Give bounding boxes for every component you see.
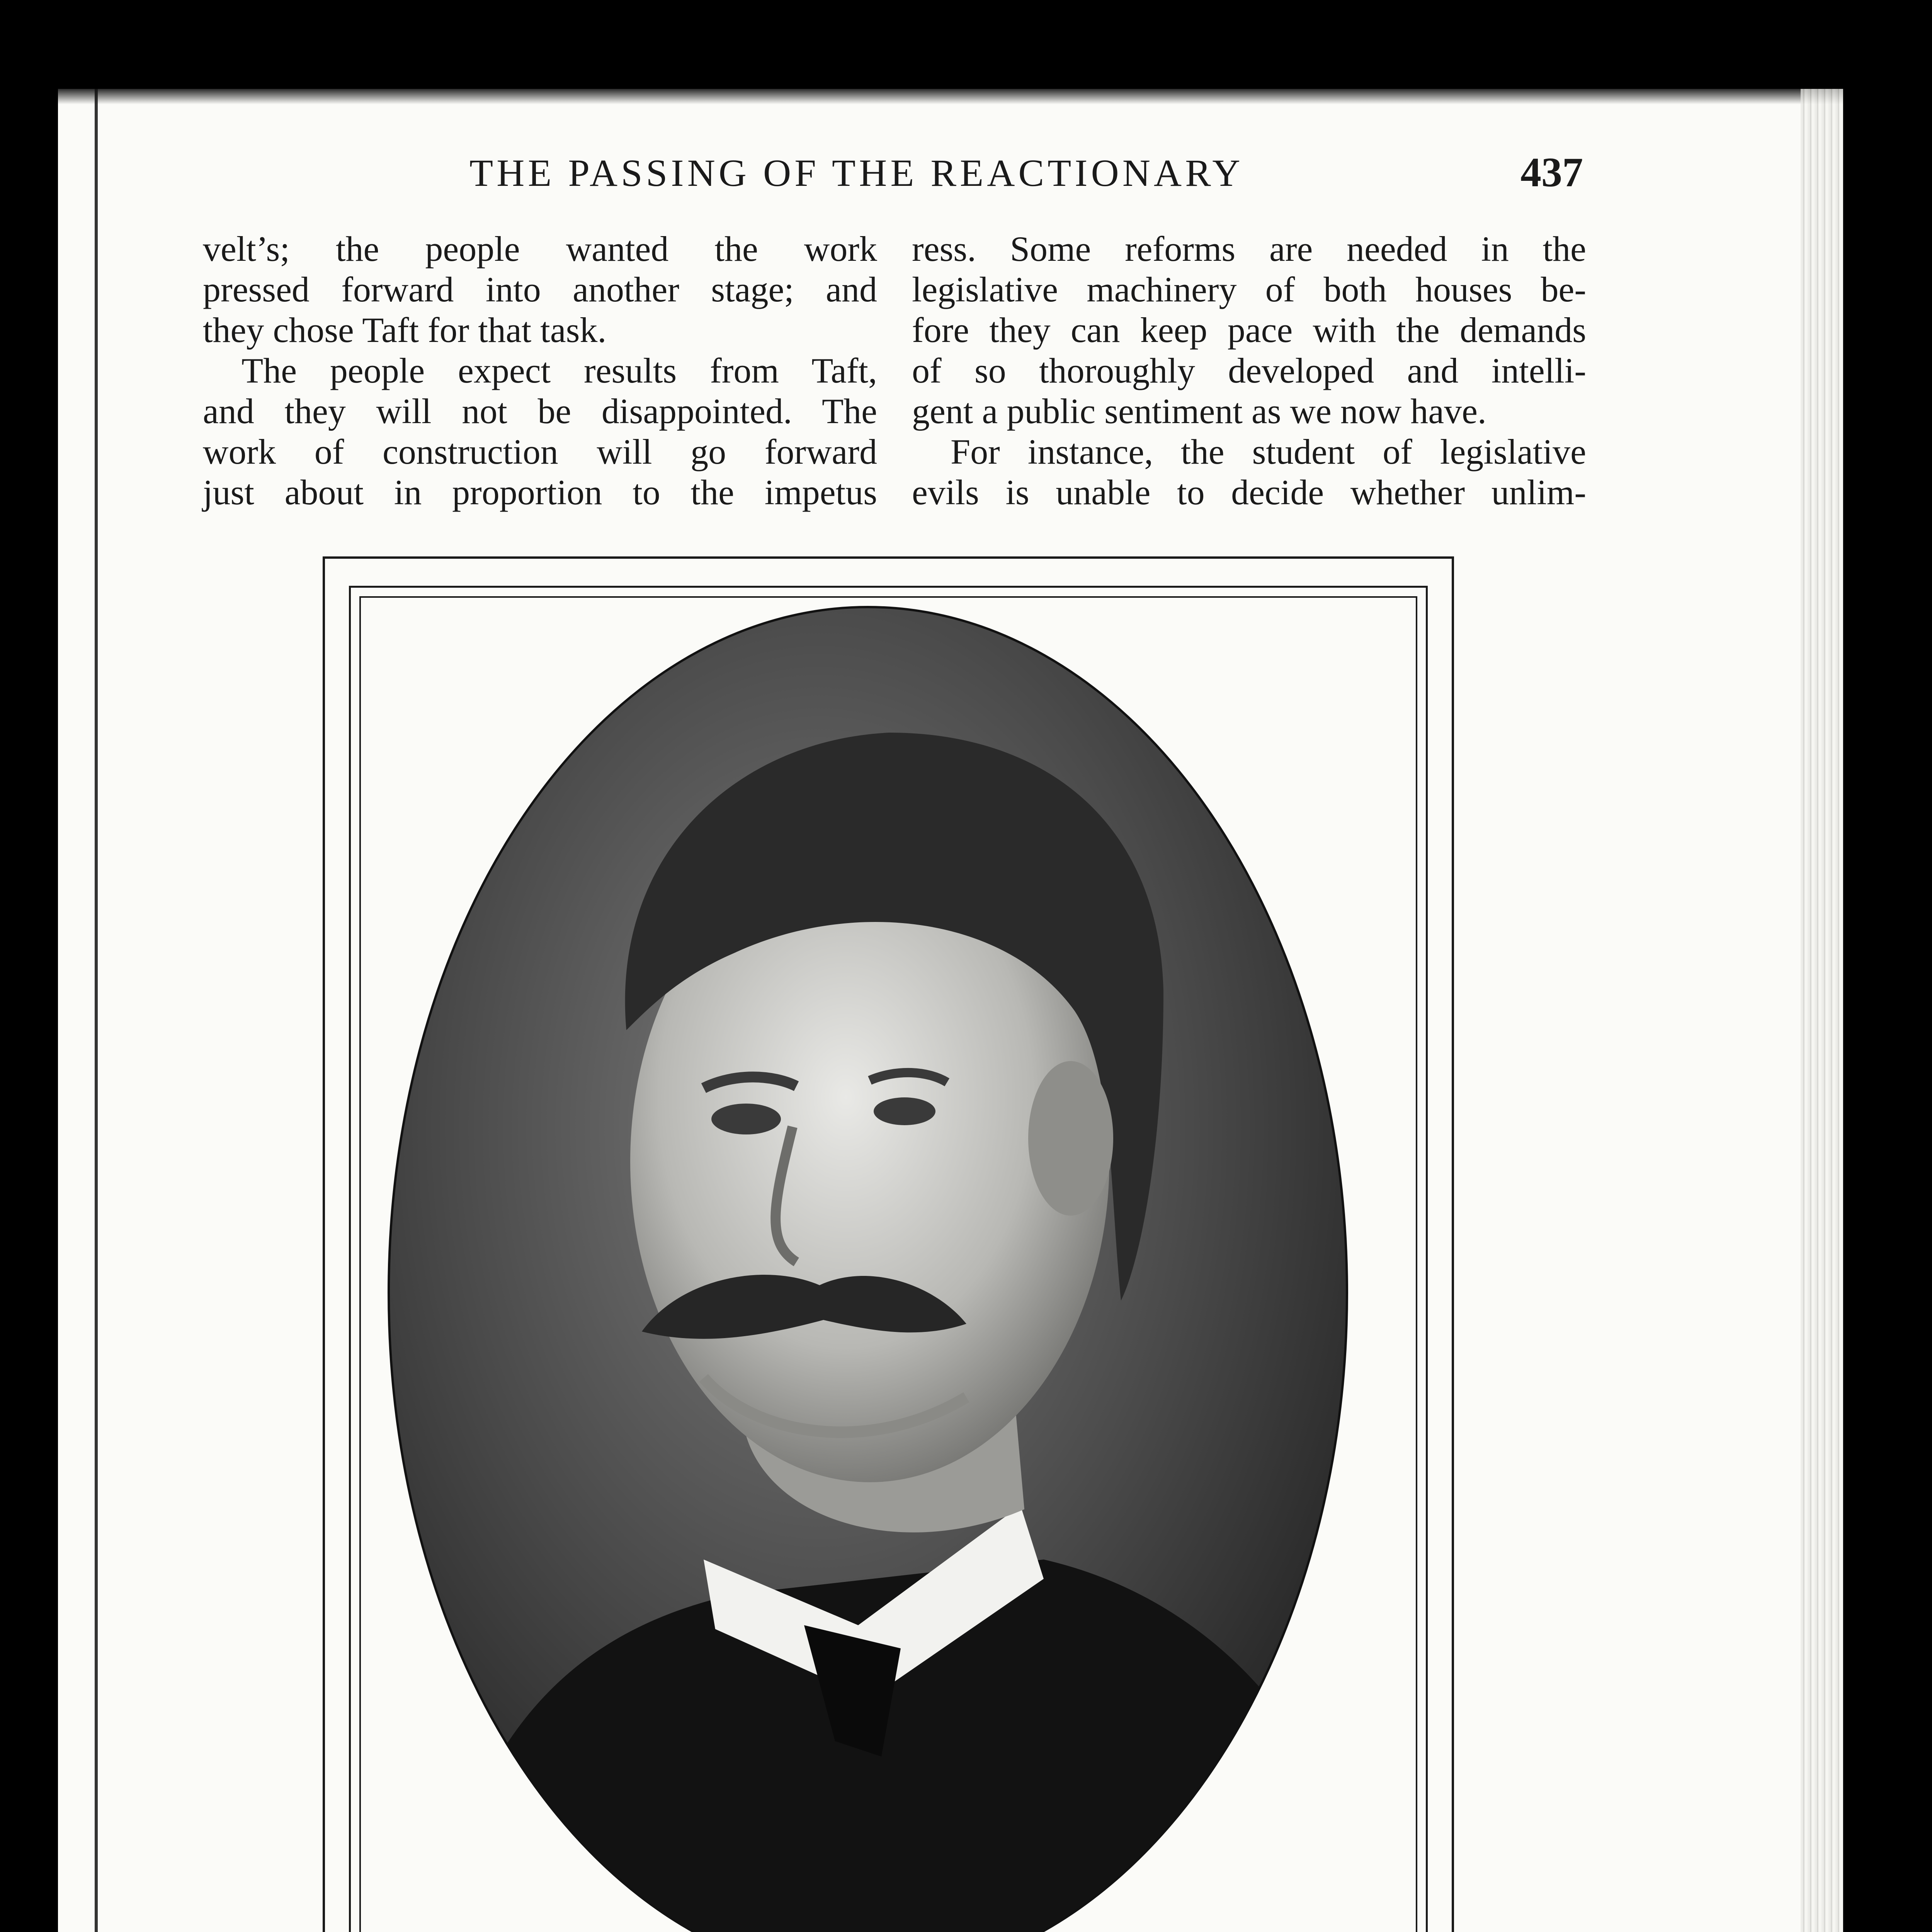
gutter-line [95, 89, 98, 1932]
paragraph [912, 432, 1586, 513]
paragraph [203, 350, 877, 513]
text-line: they chose Taft for that task. [203, 310, 607, 350]
page-edge-stack [1801, 89, 1843, 1932]
text-line: and they will not be disappointed. The [203, 391, 877, 431]
column-top-left [203, 229, 877, 513]
text-line: evils is unable to decide whether unlim- [912, 473, 1586, 512]
text-line: work of construction will go forward [203, 432, 877, 471]
portrait-photo [387, 605, 1349, 1932]
scan-top-shadow [58, 89, 1843, 104]
text-line: The people expect results from Taft, [242, 351, 877, 390]
paragraph [203, 229, 877, 350]
text-line: ress. Some reforms are needed in the [912, 229, 1586, 269]
text-line: just about in proportion to the impetus [203, 473, 877, 512]
text-line: For instance, the student of legislative [951, 432, 1586, 471]
text-line: pressed forward into another stage; and [203, 270, 877, 309]
column-top-right [912, 229, 1586, 513]
text-line: legislative machinery of both houses be- [912, 270, 1586, 309]
text-line: of so thoroughly developed and intelli- [912, 351, 1586, 390]
text-line: velt’s; the people wanted the work [203, 229, 877, 269]
page-number: 437 [1520, 150, 1583, 196]
text-line: gent a public sentiment as we now have. [912, 391, 1486, 431]
portrait-plate [323, 556, 1454, 1932]
text-line: fore they can keep pace with the demands [912, 310, 1586, 350]
paragraph [912, 229, 1586, 432]
running-head: THE PASSING OF THE REACTIONARY [469, 151, 1244, 194]
